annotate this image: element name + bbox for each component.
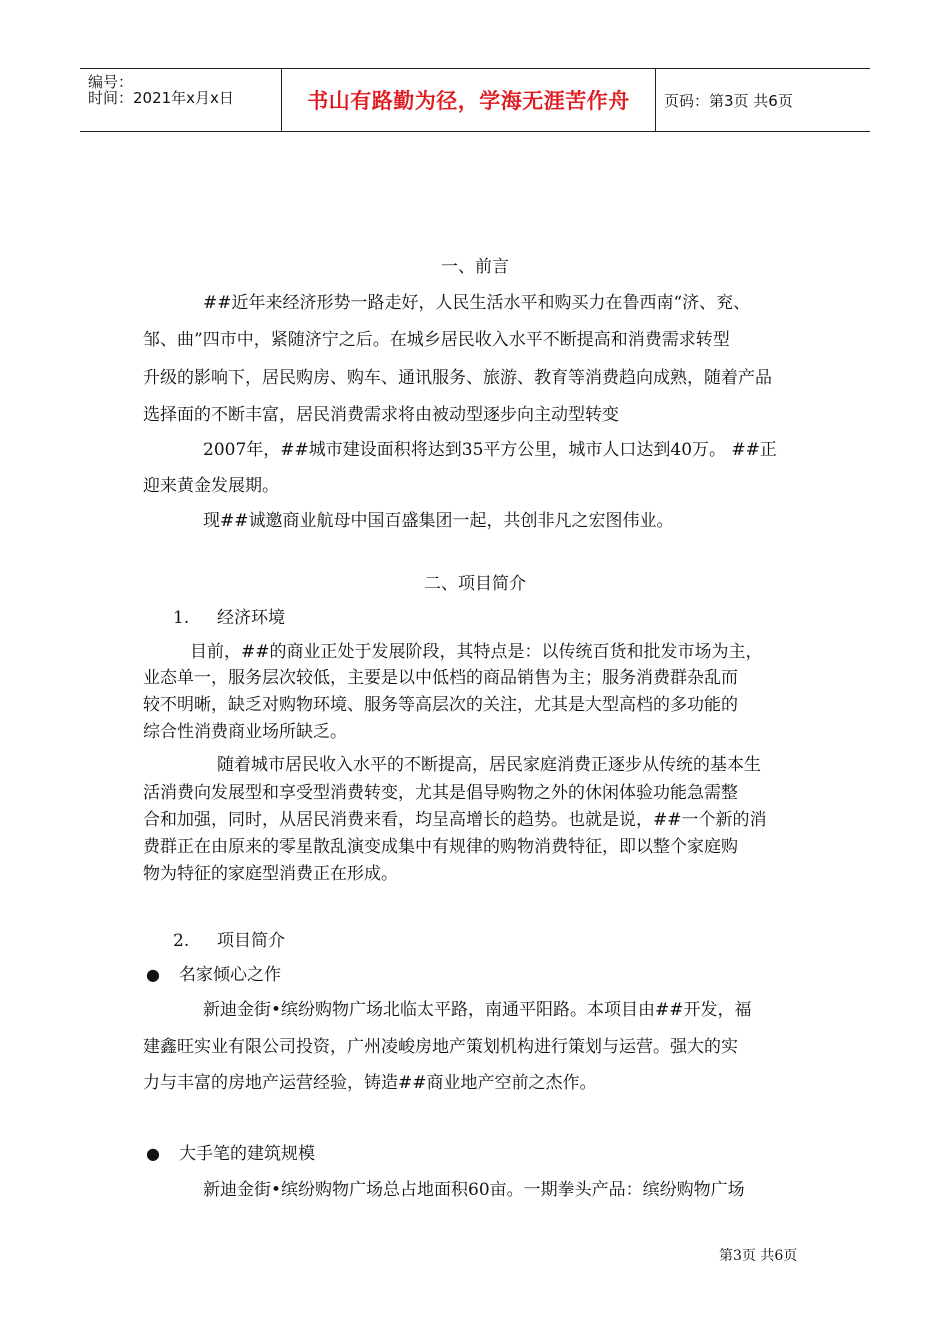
subsection-title-economy: 经济环境 — [217, 608, 285, 628]
paragraph-line: 较不明晰，缺乏对购物环境、服务等高层次的关注，尤其是大型高档的多功能的 — [143, 695, 738, 715]
paragraph-line: 随着城市居民收入水平的不断提高，居民家庭消费正逐步从传统的基本生 — [217, 755, 761, 775]
paragraph-line: 力与丰富的房地产运营经验，铸造##商业地产空前之杰作。 — [143, 1073, 597, 1093]
document-header — [80, 68, 870, 132]
paragraph-line: 合和加强，同时，从居民消费来看，均呈高增长的趋势。也就是说，##一个新的消 — [143, 810, 767, 830]
paragraph-line: 费群正在由原来的零星散乱演变成集中有规律的购物消费特征，即以整个家庭购 — [143, 837, 738, 857]
header-motto: 书山有路勤为径，学海无涯苦作舟 — [307, 89, 630, 113]
bullet-icon: ● — [146, 1144, 160, 1163]
paragraph-line: 活消费向发展型和享受型消费转变，尤其是倡导购物之外的休闲体验功能急需整 — [143, 783, 738, 803]
paragraph-line: 邹、曲”四市中，紧随济宁之后。在城乡居民收入水平不断提高和消费需求转型 — [143, 330, 730, 350]
subsection-number: 1. — [173, 608, 190, 628]
paragraph-line: 新迪金街•缤纷购物广场总占地面积60亩。一期拳头产品：缤纷购物广场 — [203, 1180, 745, 1200]
paragraph-line: 建鑫旺实业有限公司投资，广州凌峻房地产策划机构进行策划与运营。强大的实 — [143, 1037, 738, 1057]
section-title-project-intro: 二、项目简介 — [424, 574, 526, 594]
paragraph-line: 迎来黄金发展期。 — [143, 476, 279, 496]
subsection-title-project: 项目简介 — [217, 931, 285, 951]
header-page-number: 页码：第3页 共6页 — [664, 91, 793, 110]
paragraph-line: 新迪金街•缤纷购物广场北临太平路，南通平阳路。本项目由##开发，福 — [203, 1000, 752, 1020]
paragraph-line: 综合性消费商业场所缺乏。 — [143, 722, 347, 742]
document-date-label: 时间：2021年x月x日 — [88, 89, 234, 107]
section-title-preface: 一、前言 — [441, 257, 509, 277]
footer-page-number: 第3页 共6页 — [719, 1248, 798, 1264]
paragraph-line: 升级的影响下，居民购房、购车、通讯服务、旅游、教育等消费趋向成熟，随着产品 — [143, 368, 772, 388]
bullet-title-master-work: 名家倾心之作 — [179, 965, 281, 985]
paragraph-line: 现##诚邀商业航母中国百盛集团一起，共创非凡之宏图伟业。 — [203, 511, 674, 531]
paragraph-line: 业态单一，服务层次较低，主要是以中低档的商品销售为主；服务消费群杂乱而 — [143, 668, 738, 688]
paragraph-line: 目前，##的商业正处于发展阶段，其特点是：以传统百货和批发市场为主， — [190, 642, 763, 662]
bullet-title-building-scale: 大手笔的建筑规模 — [179, 1144, 315, 1164]
header-info-cell — [80, 69, 280, 131]
header-motto-cell — [281, 69, 656, 131]
bullet-icon: ● — [146, 965, 160, 984]
paragraph-line: ##近年来经济形势一路走好，人民生活水平和购买力在鲁西南“济、兖、 — [203, 293, 751, 313]
header-page-cell — [656, 69, 870, 131]
document-number-label: 编号： — [88, 73, 134, 91]
paragraph-line: 选择面的不断丰富，居民消费需求将由被动型逐步向主动型转变 — [143, 405, 619, 425]
paragraph-line: 物为特征的家庭型消费正在形成。 — [143, 864, 398, 884]
subsection-number: 2. — [173, 931, 190, 951]
paragraph-line: 2007年，##城市建设面积将达到35平方公里，城市人口达到40万。 ##正 — [203, 440, 777, 460]
